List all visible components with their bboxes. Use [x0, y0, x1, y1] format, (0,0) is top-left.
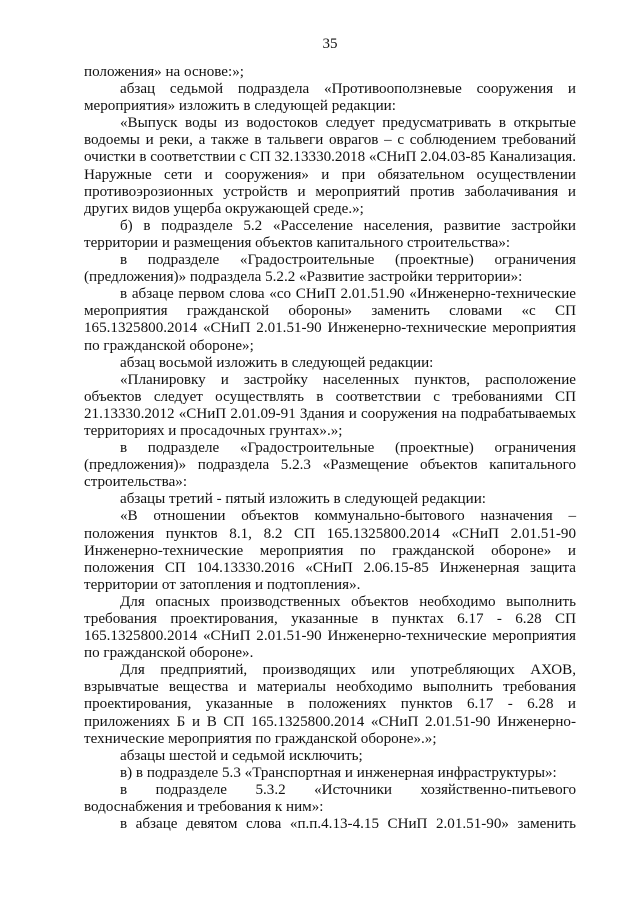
paragraph: абзац седьмой подраздела «Противооползневые сооружения и мероприятия» изложить в следующей редакции:: [84, 81, 576, 115]
paragraph: «Планировку и застройку населенных пунктов, расположение объектов следует осуществлять в соответствии с требованиями СП 21.13330.2012 «СНиП 2.01.09-91 Здания и сооружения на подрабатываемых территориях и просадочных грунтах».»;: [84, 371, 576, 439]
paragraph: абзац восьмой изложить в следующей редакции:: [120, 354, 434, 371]
paragraph: в абзаце первом слова «со СНиП 2.01.51.90 «Инженерно-технические мероприятия гражданской обороны» заменить словами «с СП 165.1325800.2014 «СНиП 2.01.51-90 Инженерно-технические мероприятия по гражданской обороне»;: [84, 286, 576, 354]
paragraph: в) в подразделе 5.3 «Транспортная и инженерная инфраструктуры»:: [120, 764, 557, 781]
paragraph: «В отношении объектов коммунально-бытового назначения – положения пунктов 8.1, 8.2 СП 165.1325800.2014 «СНиП 2.01.51-90 Инженерно-технические мероприятия по гражданской обороне» и положения СП 104.13330.2016 «СНиП 2.06.15-85 Инженерная защита территории от затопления и подтопления».: [84, 508, 576, 593]
paragraph: абзацы третий - пятый изложить в следующей редакции:: [120, 491, 486, 508]
paragraph: б) в подразделе 5.2 «Расселение населения, развитие застройки территории и размещения объектов капитального строительства»:: [84, 217, 576, 251]
paragraph: в подразделе «Градостроительные (проектные) ограничения (предложения)» подраздела 5.2.2 «Развитие застройки территории»:: [84, 252, 576, 286]
paragraph: в абзаце девятом слова «п.п.4.13-4.15 СНиП 2.01.51-90» заменить: [120, 816, 576, 833]
page-number: 35: [322, 36, 338, 52]
paragraph: Для опасных производственных объектов необходимо выполнить требования проектирования, указанные в пунктах 6.17 - 6.28 СП 165.1325800.2014 «СНиП 2.01.51-90 Инженерно-технические мероприятия по гражданской обороне».: [84, 593, 576, 662]
paragraph: Для предприятий, производящих или употребляющих АХОВ, взрывчатые вещества и материалы необходимо выполнить требования проектирования, указанные в положениях пунктов 6.17 - 6.28 и приложениях Б и В СП 165.1325800.2014 «СНиП 2.01.51-90 Инженерно-технические мероприятия по гражданской обороне».»;: [84, 662, 576, 747]
paragraph: «Выпуск воды из водостоков следует предусматривать в открытые водоемы и реки, а также в тальвеги оврагов – с соблюдением требований очистки в соответствии с СП 32.13330.2018 «СНиП 2.04.03-85 Канализация. Наружные сети и сооружения» и при обязательном осуществлении противоэрозионных устройств и мероприятий против заболачивания и других видов ущерба окружающей среде.»;: [84, 115, 576, 217]
paragraph: положения» на основе:»;: [84, 64, 244, 80]
paragraph: абзацы шестой и седьмой исключить;: [120, 747, 363, 764]
paragraph: в подразделе «Градостроительные (проектные) ограничения (предложения)» подраздела 5.2.3 «Размещение объектов капитального строительства»:: [84, 440, 576, 491]
paragraph: в подразделе 5.3.2 «Источники хозяйственно-питьевого водоснабжения и требования к ним»:: [84, 781, 576, 816]
document-body: [84, 64, 576, 833]
